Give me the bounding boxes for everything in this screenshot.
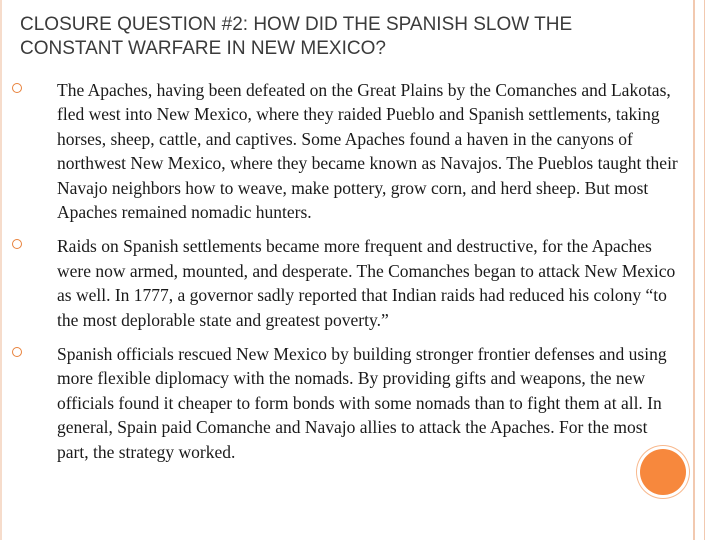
hollow-circle-icon xyxy=(12,83,22,93)
hollow-circle-icon xyxy=(12,347,22,357)
right-border-line-inner xyxy=(704,0,705,540)
slide-title-line-2: CONSTANT WARFARE IN NEW MEXICO? xyxy=(20,38,386,59)
slide-title xyxy=(20,13,660,61)
bullet-item-2 xyxy=(0,234,690,332)
bullet-item-3 xyxy=(0,342,690,464)
slide-title-line-1: CLOSURE QUESTION #2: HOW DID THE SPANISH SLOW THE xyxy=(20,14,573,35)
right-border-line-outer xyxy=(693,0,695,540)
bullet-list xyxy=(0,78,690,474)
bullet-text-3: Spanish officials rescued New Mexico by building stronger frontier defenses and using more flexible diplomacy with the nomads. By providing gifts and weapons, the new officials found it cheaper to form bonds with some nomads than to fight them at all. In general, Spain paid Comanche and Navajo allies to attack the Apaches. For the most part, the strategy worked. xyxy=(57,344,667,462)
bullet-text-2: Raids on Spanish settlements became more frequent and destructive, for the Apaches were now armed, mounted, and desperate. The Comanches began to attack New Mexico as well. In 1777, a governor sadly reported that Indian raids had reduced his colony “to the most deplorable state and greatest poverty.” xyxy=(57,236,676,330)
bullet-text-1: The Apaches, having been defeated on the Great Plains by the Comanches and Lakotas, fled west into New Mexico, where they raided Pueblo and Spanish settlements, taking horses, sheep, cattle, and captives. Some Apaches found a haven in the canyons of northwest New Mexico, where they became known as Navajos. The Pueblos taught their Navajo neighbors how to weave, make pottery, grow corn, and herd sheep. But most Apaches remained nomadic hunters. xyxy=(57,80,678,223)
decorative-orange-circle xyxy=(640,449,686,495)
hollow-circle-icon xyxy=(12,239,22,249)
bullet-item-1 xyxy=(0,78,690,224)
